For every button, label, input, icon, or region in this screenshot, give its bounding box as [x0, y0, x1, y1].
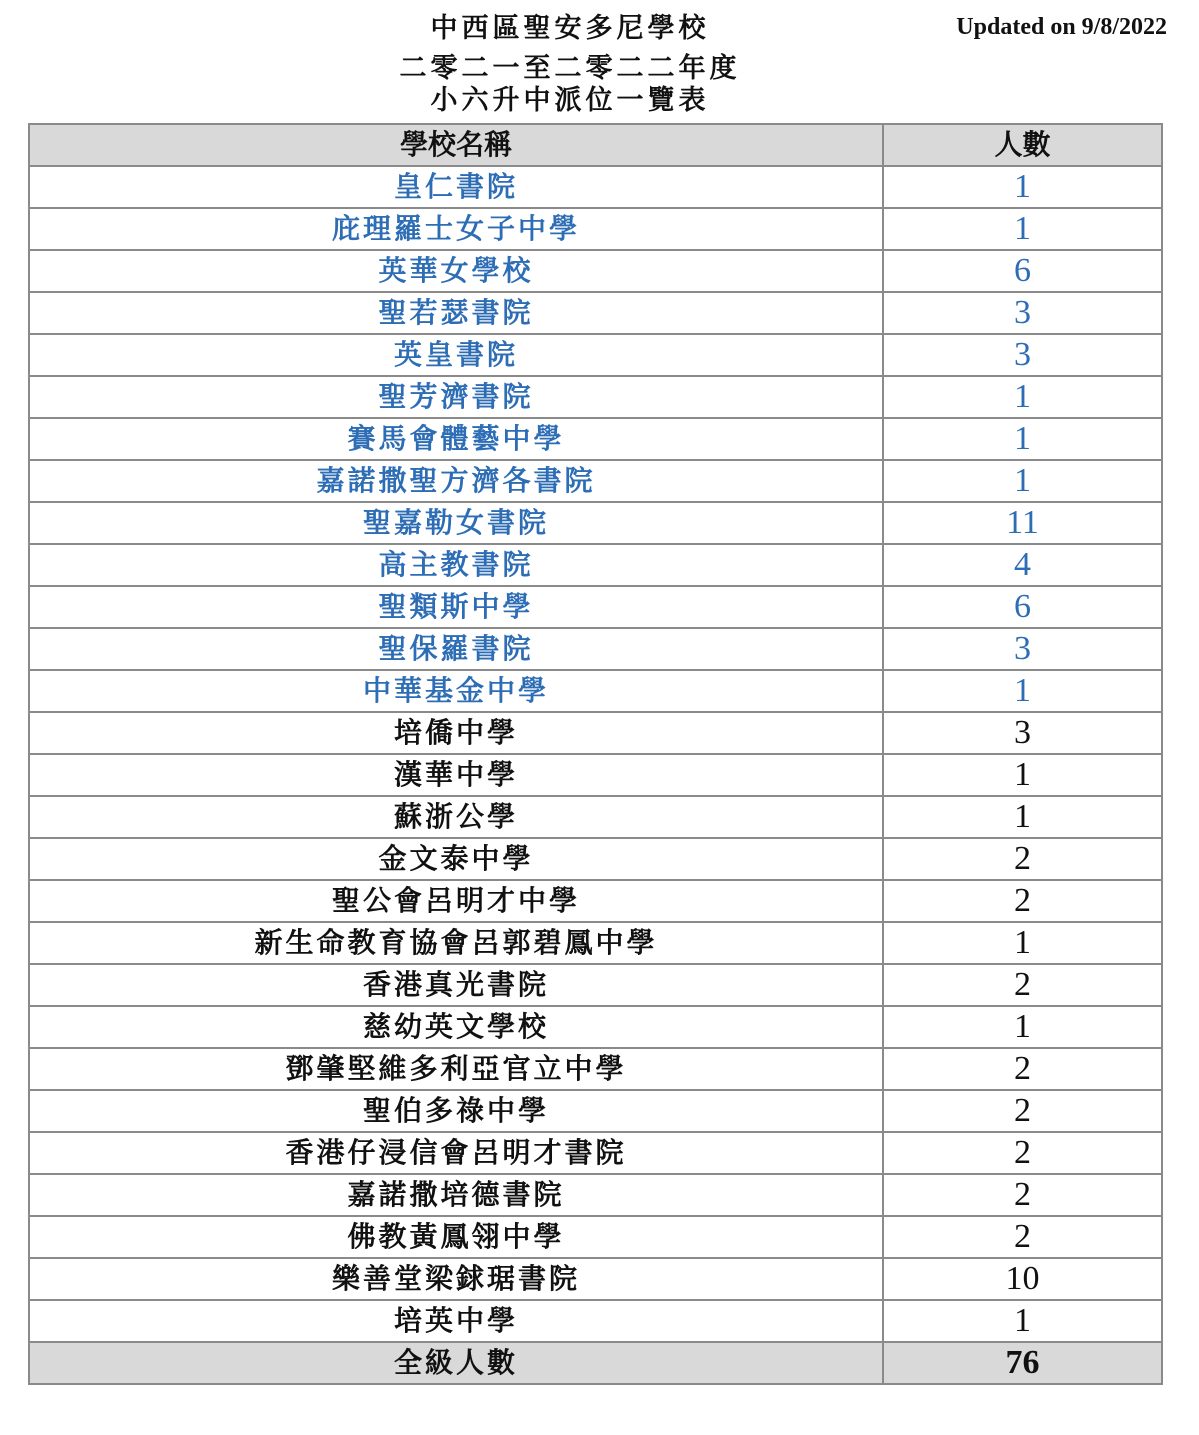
school-name-cell: 佛教黃鳳翎中學 [29, 1216, 883, 1258]
school-name-cell: 聖芳濟書院 [29, 376, 883, 418]
table-row [29, 544, 1162, 586]
school-name-cell: 慈幼英文學校 [29, 1006, 883, 1048]
student-count-cell: 3 [883, 712, 1162, 754]
school-title: 中西區聖安多尼學校 [430, 13, 710, 44]
student-count-cell: 2 [883, 1174, 1162, 1216]
student-count-cell: 2 [883, 1216, 1162, 1258]
school-name-cell: 聖嘉勒女書院 [29, 502, 883, 544]
column-header-count: 人數 [883, 124, 1162, 166]
table-header-row [29, 124, 1162, 166]
school-name-cell: 英皇書院 [29, 334, 883, 376]
school-name-cell: 中華基金中學 [29, 670, 883, 712]
student-count-cell: 1 [883, 754, 1162, 796]
school-name-cell: 漢華中學 [29, 754, 883, 796]
student-count-cell: 2 [883, 1132, 1162, 1174]
total-label: 全級人數 [29, 1342, 883, 1384]
table-row [29, 1048, 1162, 1090]
school-name-cell: 英華女學校 [29, 250, 883, 292]
student-count-cell: 6 [883, 586, 1162, 628]
student-count-cell: 2 [883, 964, 1162, 1006]
student-count-cell: 1 [883, 670, 1162, 712]
student-count-cell: 6 [883, 250, 1162, 292]
student-count-cell: 3 [883, 292, 1162, 334]
school-name-cell: 嘉諾撒聖方濟各書院 [29, 460, 883, 502]
school-name-cell: 賽馬會體藝中學 [29, 418, 883, 460]
school-name-cell: 鄧肇堅維多利亞官立中學 [29, 1048, 883, 1090]
student-count-cell: 2 [883, 880, 1162, 922]
student-count-cell: 11 [883, 502, 1162, 544]
table-row [29, 1258, 1162, 1300]
student-count-cell: 2 [883, 1090, 1162, 1132]
school-name-cell: 新生命教育協會呂郭碧鳳中學 [29, 922, 883, 964]
table-row [29, 586, 1162, 628]
school-name-cell: 聖伯多祿中學 [29, 1090, 883, 1132]
school-name-cell: 聖若瑟書院 [29, 292, 883, 334]
student-count-cell: 3 [883, 628, 1162, 670]
table-row [29, 670, 1162, 712]
school-name-cell: 庇理羅士女子中學 [29, 208, 883, 250]
student-count-cell: 2 [883, 838, 1162, 880]
table-row [29, 292, 1162, 334]
table-row [29, 712, 1162, 754]
school-name-cell: 培僑中學 [29, 712, 883, 754]
updated-date: Updated on 9/8/2022 [956, 14, 1167, 40]
total-value: 76 [883, 1342, 1162, 1384]
table-row [29, 880, 1162, 922]
student-count-cell: 1 [883, 796, 1162, 838]
table-row [29, 250, 1162, 292]
school-name-cell: 皇仁書院 [29, 166, 883, 208]
table-row [29, 208, 1162, 250]
table-row [29, 1174, 1162, 1216]
report-subtitle: 小六升中派位一覽表 [430, 85, 710, 116]
academic-year: 二零二一至二零二二年度 [399, 53, 741, 84]
table-row [29, 964, 1162, 1006]
student-count-cell: 1 [883, 922, 1162, 964]
table-row [29, 628, 1162, 670]
student-count-cell: 2 [883, 1048, 1162, 1090]
table-row [29, 1216, 1162, 1258]
table-row [29, 922, 1162, 964]
table-row [29, 334, 1162, 376]
school-name-cell: 聖保羅書院 [29, 628, 883, 670]
student-count-cell: 10 [883, 1258, 1162, 1300]
student-count-cell: 1 [883, 208, 1162, 250]
school-name-cell: 嘉諾撒培德書院 [29, 1174, 883, 1216]
student-count-cell: 1 [883, 460, 1162, 502]
table-row [29, 796, 1162, 838]
student-count-cell: 1 [883, 418, 1162, 460]
table-row [29, 502, 1162, 544]
student-count-cell: 1 [883, 1006, 1162, 1048]
total-row [29, 1342, 1162, 1384]
student-count-cell: 1 [883, 166, 1162, 208]
student-count-cell: 4 [883, 544, 1162, 586]
table-row [29, 460, 1162, 502]
table-row [29, 1006, 1162, 1048]
table-row [29, 1300, 1162, 1342]
column-header-school: 學校名稱 [29, 124, 883, 166]
school-name-cell: 香港仔浸信會呂明才書院 [29, 1132, 883, 1174]
student-count-cell: 3 [883, 334, 1162, 376]
school-name-cell: 聖公會呂明才中學 [29, 880, 883, 922]
table-row [29, 1132, 1162, 1174]
school-name-cell: 高主教書院 [29, 544, 883, 586]
school-name-cell: 樂善堂梁銶琚書院 [29, 1258, 883, 1300]
table-row [29, 1090, 1162, 1132]
school-name-cell: 香港真光書院 [29, 964, 883, 1006]
school-name-cell: 聖類斯中學 [29, 586, 883, 628]
table-body [29, 166, 1162, 1342]
student-count-cell: 1 [883, 1300, 1162, 1342]
school-name-cell: 培英中學 [29, 1300, 883, 1342]
school-name-cell: 蘇浙公學 [29, 796, 883, 838]
table-row [29, 754, 1162, 796]
table-row [29, 376, 1162, 418]
allocation-table [28, 123, 1163, 1385]
school-name-cell: 金文泰中學 [29, 838, 883, 880]
table-row [29, 418, 1162, 460]
table-row [29, 166, 1162, 208]
table-row [29, 838, 1162, 880]
student-count-cell: 1 [883, 376, 1162, 418]
